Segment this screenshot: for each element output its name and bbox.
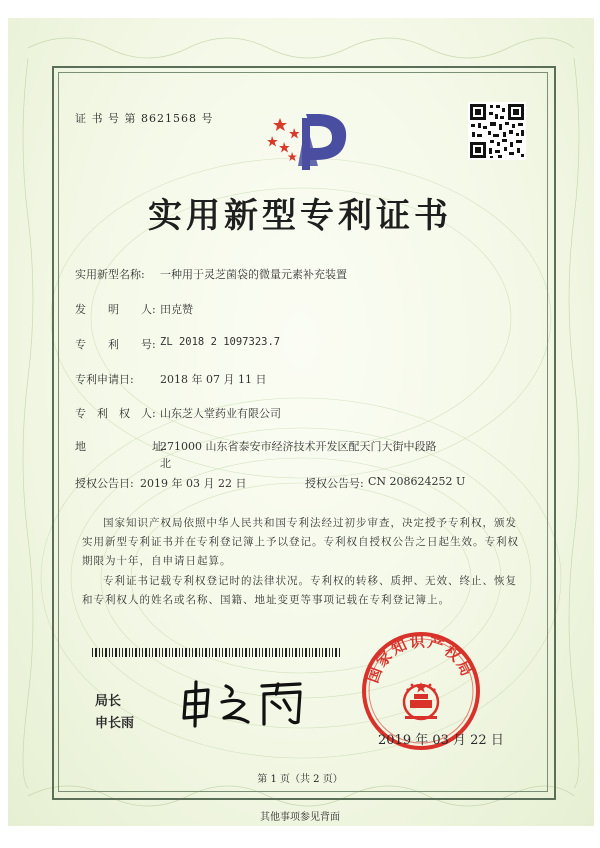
inventor-value: 田克赞 bbox=[160, 303, 193, 316]
patent-number-value: ZL 2018 2 1097323.7 bbox=[160, 336, 281, 348]
seal-text: 国家知识产权局 bbox=[363, 632, 477, 686]
patentee-label: 专 利 权 人: bbox=[75, 407, 156, 420]
address-value-line2: 北 bbox=[160, 457, 171, 470]
page-number: 第 1 页（共 2 页） bbox=[257, 774, 343, 785]
grant-publication-date-label: 授权公告日: bbox=[75, 477, 134, 490]
certificate-body-paragraph-1: 国家知识产权局依照中华人民共和国专利法经过初步审查，决定授予专利权，颁发实用新型专利证书并在专利登记簿上予以登记。专利权自授权公告之日起生效。专利权期限为十年，自申请日起算。 bbox=[82, 517, 519, 567]
utility-model-name-value: 一种用于灵芝菌袋的微量元素补充装置 bbox=[160, 268, 347, 281]
certificate-number: 证 书 号 第 8621568 号 bbox=[75, 112, 214, 125]
director-handwritten-signature bbox=[178, 678, 318, 728]
qr-code-icon bbox=[468, 102, 526, 160]
director-title: 局长 bbox=[95, 694, 122, 709]
address-label: 地 址: bbox=[75, 440, 167, 453]
patent-number-label: 专 利 号: bbox=[75, 338, 156, 351]
inventor-label: 发 明 人: bbox=[75, 303, 156, 316]
national-emblem-icon bbox=[404, 682, 438, 719]
utility-model-name-label: 实用新型名称: bbox=[75, 268, 145, 281]
certificate-body-paragraph-2: 专利证书记载专利权登记时的法律状况。专利权的转移、质押、无效、终止、恢复和专利权人的姓名或名称、国籍、地址变更等事项记载在专利登记簿上。 bbox=[82, 575, 517, 606]
address-value-line1: 271000 山东省泰安市经济技术开发区配天门大街中段路 bbox=[160, 440, 437, 453]
grant-publication-number-value: CN 208624252 U bbox=[368, 475, 466, 488]
grant-publication-date-value: 2019 年 03 月 22 日 bbox=[140, 477, 247, 490]
footer-note: 其他事项参见背面 bbox=[260, 812, 340, 823]
seal-date: 2019 年 03 月 22 日 bbox=[378, 733, 504, 748]
patentee-value: 山东芝人堂药业有限公司 bbox=[160, 407, 281, 420]
certificate-title: 实用新型专利证书 bbox=[148, 196, 452, 236]
director-name: 申长雨 bbox=[95, 716, 135, 731]
filing-date-value: 2018 年 07 月 11 日 bbox=[160, 373, 267, 386]
filing-date-label: 专利申请日: bbox=[75, 373, 134, 386]
grant-publication-number-label: 授权公告号: bbox=[305, 477, 364, 490]
barcode-strip bbox=[92, 648, 342, 657]
cnipa-logo-icon bbox=[262, 108, 352, 172]
